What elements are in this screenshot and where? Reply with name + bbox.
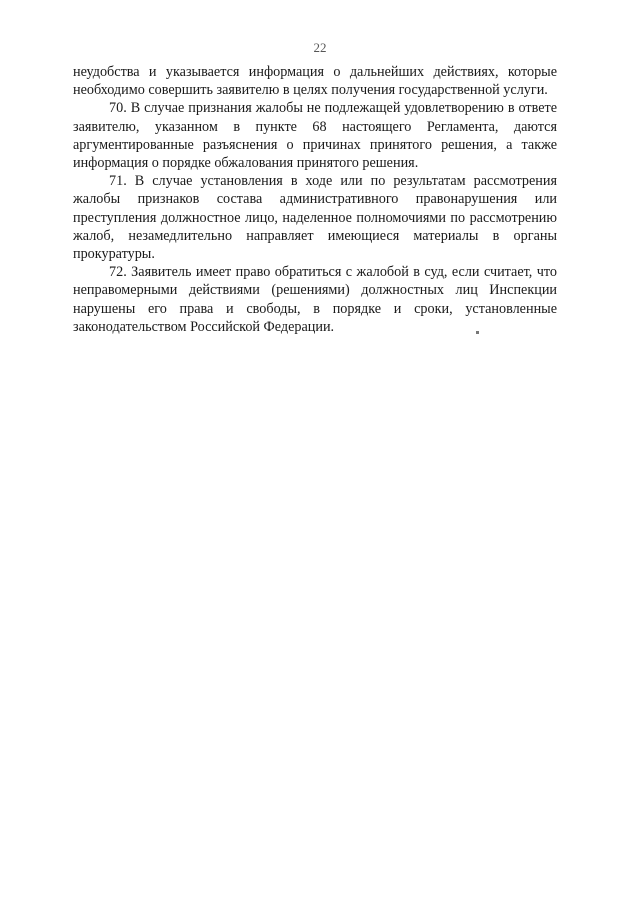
page-number: 22 bbox=[313, 40, 327, 55]
paragraph-continuation: неудобства и указывается информация о дальнейших действиях, которые необходимо совершить заявителю в целях получения государственной услуги. bbox=[73, 64, 557, 99]
paragraph-72: 72. Заявитель имеет право обратиться с жалобой в суд, если считает, что неправомерными действиями (решениями) должностных лиц Инспекции нарушены его права и свободы, в порядке и сроки, установленные законодательством Российской Федерации. bbox=[73, 264, 557, 335]
paragraph-71: 71. В случае установления в ходе или по результатам рассмотрения жалобы признаков состава административного правонарушения или преступления должностное лицо, наделенное полномочиями по рассмотрению жалоб, незамедлительно направляет имеющиеся материалы в органы прокуратуры. bbox=[73, 173, 557, 263]
paragraph-70: 70. В случае признания жалобы не подлежащей удовлетворению в ответе заявителю, указанном в пункте 68 настоящего Регламента, даются аргументированные разъяснения о причинах принятого решения, а также информация о порядке обжалования принятого решения. bbox=[73, 100, 557, 172]
scan-speck bbox=[476, 331, 479, 334]
document-body bbox=[73, 63, 557, 336]
